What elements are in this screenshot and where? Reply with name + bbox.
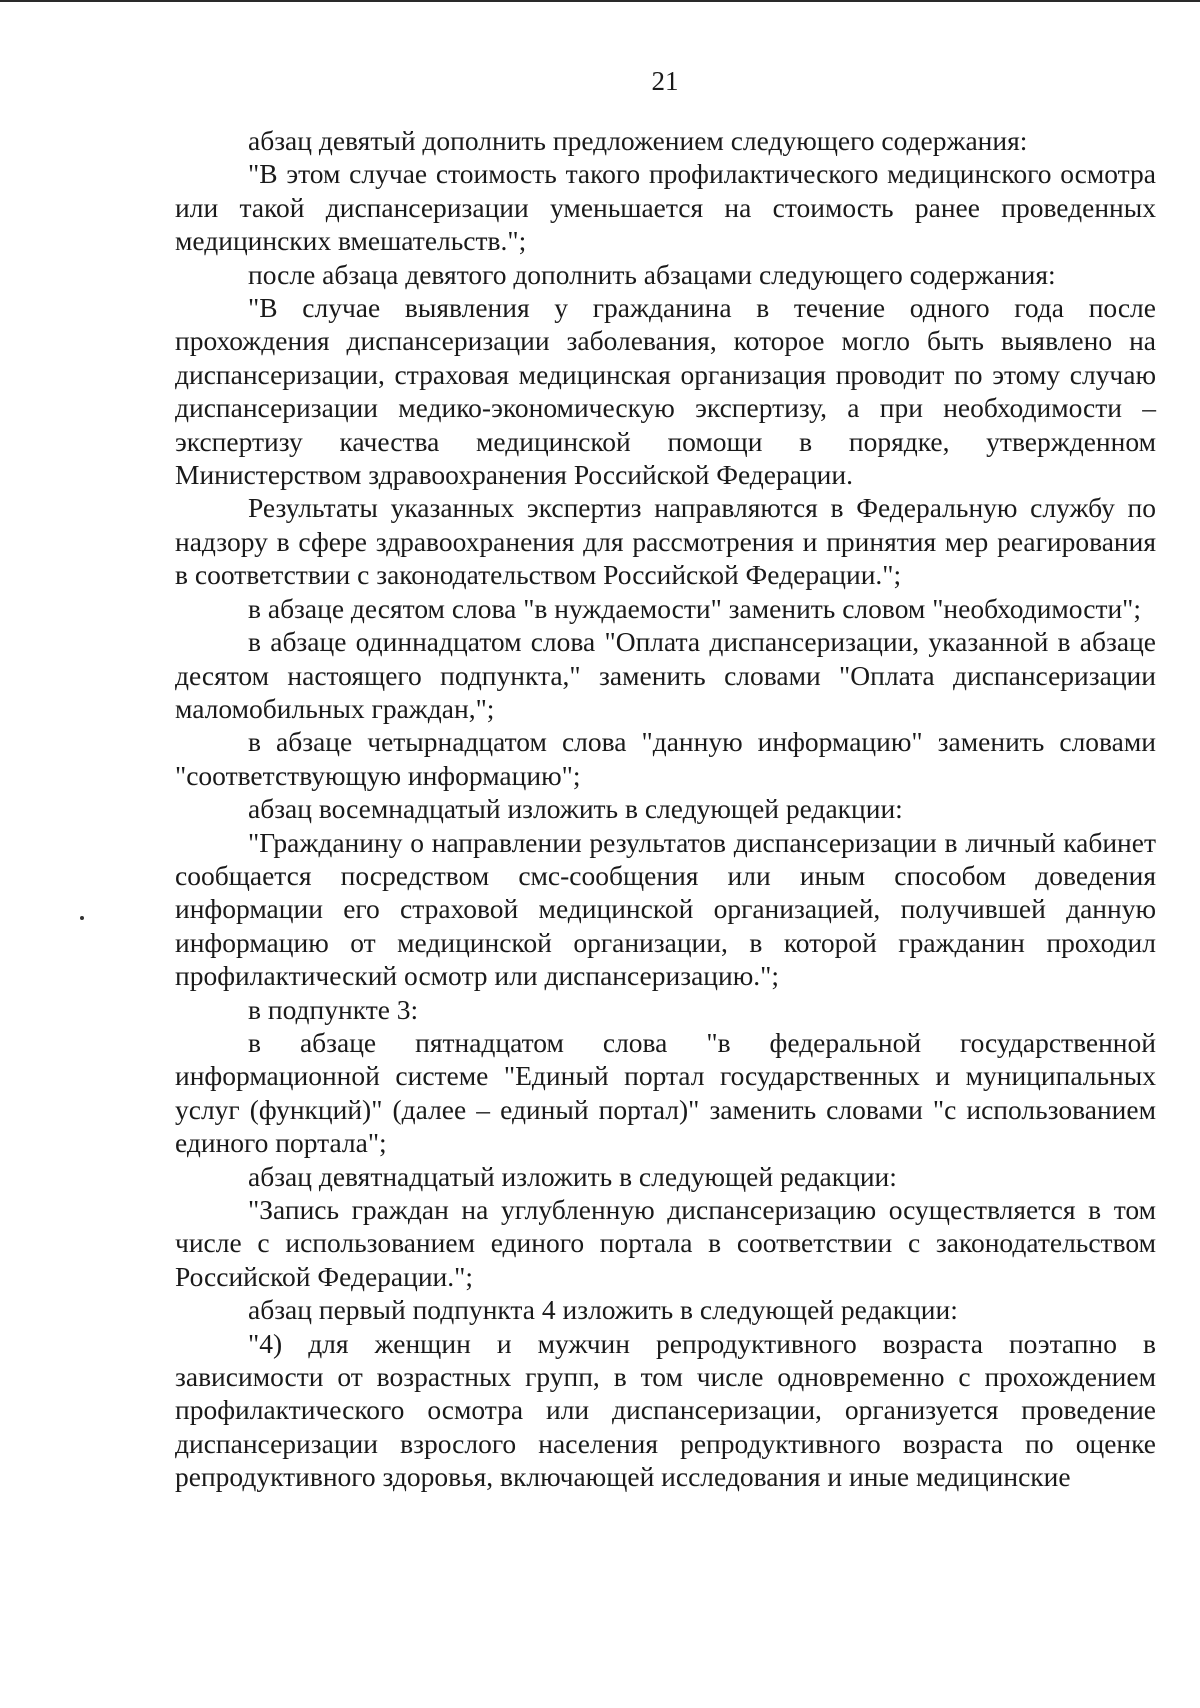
paragraph: абзац первый подпункта 4 изложить в следующей редакции: [248, 1294, 958, 1326]
page-number: 21 [651, 66, 679, 96]
paragraph: абзац восемнадцатый изложить в следующей редакции: [248, 793, 903, 825]
paragraph: "В этом случае стоимость такого профилактического медицинского осмотра или такой диспансеризации уменьшается на стоимость ранее проведенных медицинских вмешательств."; [175, 158, 1156, 257]
paragraph: абзац девятнадцатый изложить в следующей редакции: [248, 1160, 897, 1192]
scan-artifact-dot [80, 916, 84, 920]
paragraph: абзац девятый дополнить предложением следующего содержания: [248, 125, 1028, 156]
paragraph: после абзаца девятого дополнить абзацами следующего содержания: [248, 258, 1056, 290]
paragraph: в подпункте 3: [248, 993, 419, 1025]
paragraph: "В случае выявления у гражданина в течение одного года после прохождения диспансеризации заболевания, которое могло быть выявлено на диспансеризации, страховая медицинская организация проводит по этому случаю диспансеризации медико-экономическую экспертизу, а при необходимости – экспертизу качества медицинской помощи в порядке, утвержденном Министерством здравоохранения Российской Федерации. [175, 292, 1156, 491]
document-body [175, 124, 1156, 1494]
paragraph: в абзаце десятом слова "в нуждаемости" заменить словом "необходимости"; [248, 592, 1142, 624]
paragraph: Результаты указанных экспертиз направляются в Федеральную службу по надзору в сфере здравоохранения для рассмотрения и принятия мер реагирования в соответствии с законодательством Российской Федерации."; [175, 492, 1156, 591]
scan-top-edge [0, 0, 1200, 2]
paragraph: "Гражданину о направлении результатов диспансеризации в личный кабинет сообщается посредством смс-сообщения или иным способом доведения информации его страховой медицинской организацией, получившей данную информацию от медицинской организации, в которой гражданин проходил профилактический осмотр или диспансеризацию."; [175, 826, 1156, 992]
paragraph: в абзаце одиннадцатом слова "Оплата диспансеризации, указанной в абзаце десятом настоящего подпункта," заменить словами "Оплата диспансеризации маломобильных граждан,"; [175, 626, 1156, 724]
paragraph: "Запись граждан на углубленную диспансеризацию осуществляется в том числе с использованием единого портала в соответствии с законодательством Российской Федерации."; [175, 1194, 1156, 1292]
paragraph: в абзаце пятнадцатом слова "в федеральной государственной информационной системе "Единый портал государственных и муниципальных услуг (функций)" (далее – единый портал)" заменить словами "с использованием единого портала"; [175, 1026, 1156, 1159]
paragraph: "4) для женщин и мужчин репродуктивного возраста поэтапно в зависимости от возрастных групп, в том числе одновременно с прохождением профилактического осмотра или диспансеризации, организуется проведение диспансеризации взрослого населения репродуктивного возраста по оценке репродуктивного здоровья, включающей исследования и иные медицинские [175, 1327, 1156, 1493]
paragraph: в абзаце четырнадцатом слова "данную информацию" заменить словами "соответствующую информацию"; [175, 726, 1156, 791]
